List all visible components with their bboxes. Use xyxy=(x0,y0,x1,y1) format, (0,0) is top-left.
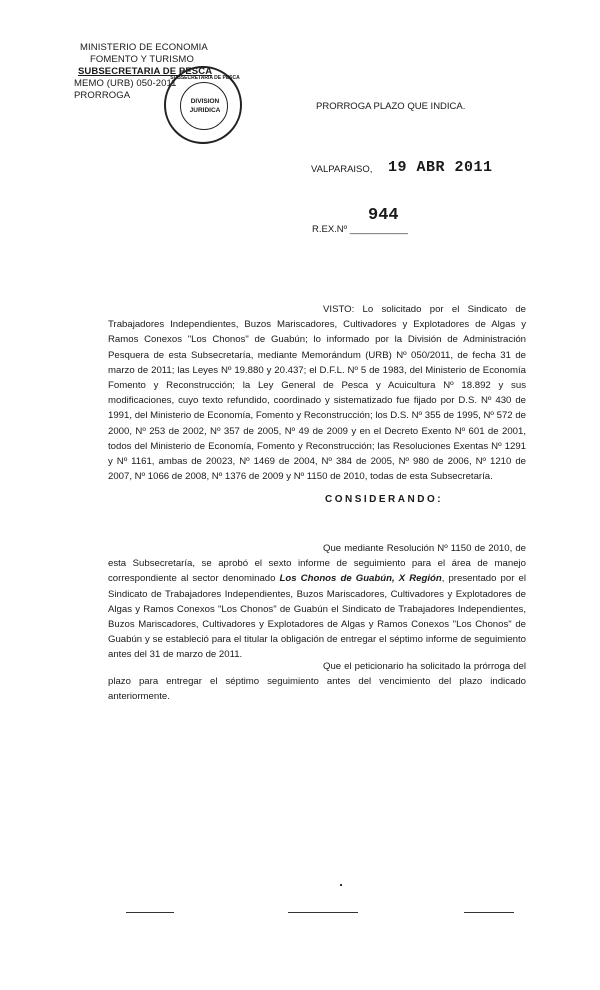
signature-line-center xyxy=(288,912,358,913)
considerando-heading: CONSIDERANDO: xyxy=(325,494,444,505)
ink-dot xyxy=(340,884,342,886)
date-stamp: 19 ABR 2011 xyxy=(388,159,493,176)
memo-reference: MEMO (URB) 050-2011 PRORROGA xyxy=(74,78,177,101)
resolution-blank: ___________ xyxy=(349,224,408,235)
ministry-name: MINISTERIO DE ECONOMIA xyxy=(80,42,208,53)
considerando-paragraph-2: Que el peticionario ha solicitado la prórroga del plazo para entregar el séptimo seguimiento antes del vencimiento del plazo indicado anteriormente. xyxy=(108,661,526,703)
considerando-1-sector: Los Chonos de Guabún, X Región xyxy=(279,573,442,585)
subject-line: PRORROGA PLAZO QUE INDICA. xyxy=(316,101,466,112)
ministry-subname: FOMENTO Y TURISMO xyxy=(90,54,194,65)
signature-line-right xyxy=(464,912,514,913)
stamp-juridica-text: JURIDICA xyxy=(189,107,221,114)
stamp-inner-ring xyxy=(180,82,228,130)
considerando-paragraph-1 xyxy=(108,541,526,663)
considerando-1-text-b: , presentado por el Sindicato de Trabajadores Independientes, Buzos Mariscadores, Cultivadores y Explotadores de Algas y Ramos Conexos "Los Chonos" de Guabún el Sindicato de Trabajadores Independientes, Buzos Mariscadores, Cultivadores y Explotadores de Algas y Ramos Conexos "Los Chonos" de Guabún y se estableció para el titular la obligación de entregar el séptimo informe de seguimiento antes del 31 de marzo de 2011. xyxy=(108,573,526,661)
juridica-stamp xyxy=(164,66,242,144)
resolution-label xyxy=(312,224,408,235)
stamp-top-text: SUBSECRETARIA DE PESCA xyxy=(170,75,240,81)
resolution-number: 944 xyxy=(368,206,399,225)
visto-paragraph: VISTO: Lo solicitado por el Sindicato de Trabajadores Independientes, Buzos Mariscadores, Cultivadores y Explotadores de Algas y Ramos Conexos "Los Chonos" de Guabún; lo informado por la División de Administración Pesquera de esta Subsecretaría, mediante Memorándum (URB) Nº 050/2011, de fecha 31 de marzo de 2011; las Leyes Nº 19.880 y 20.437; el D.F.L. Nº 5 de 1983, del Ministerio de Economía Fomento y Reconstrucción; la Ley General de Pesca y Acuicultura Nº 18.892 y sus modificaciones, cuyo texto refundido, coordinado y sistematizado fue fijado por D.S. Nº 430 de 1991, del Ministerio de Economía, Fomento y Reconstrucción; los D.S. Nº 355 de 1995, Nº 572 de 2000, Nº 253 de 2002, Nº 357 de 2005, Nº 49 de 2009 y en el Decreto Exento Nº 601 de 2001, todos del Ministerio de Economía, Fomento y Reconstrucción; las Resoluciones Exentas Nº 1291 y Nº 1161, ambas de 20023, Nº 1469 de 2004, Nº 384 de 2005, Nº 980 de 2006, Nº 1210 de 2007, Nº 1066 de 2008, Nº 1376 de 2009 y Nº 1150 de 2010, todas de esta Subsecretaría. xyxy=(108,304,526,483)
stamp-division-text: DIVISION xyxy=(190,98,220,105)
subsecretaria-name: SUBSECRETARIA DE PESCA xyxy=(78,66,213,77)
resolution-label-text: R.EX.Nº xyxy=(312,224,348,235)
signature-line-left xyxy=(126,912,174,913)
considerando-1-text-a: Que mediante Resolución Nº 1150 de 2010, de esta Subsecretaría, se aprobó el sexto informe de seguimiento para el área de manejo correspondiente al sector denominado xyxy=(108,543,526,585)
place-label: VALPARAISO, xyxy=(311,164,373,175)
